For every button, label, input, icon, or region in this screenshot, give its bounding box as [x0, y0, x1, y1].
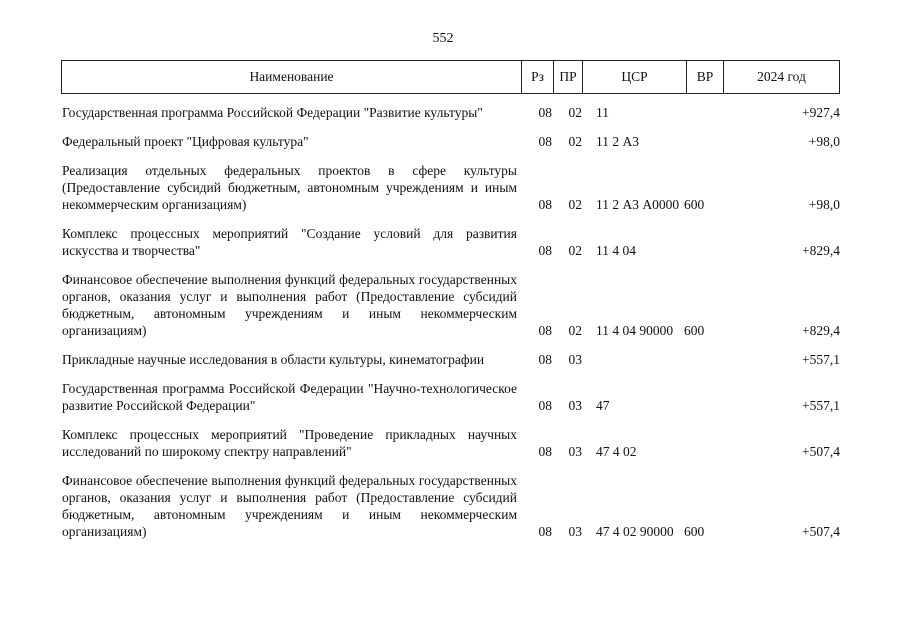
table-row	[62, 133, 840, 150]
table-body	[62, 104, 840, 552]
table-row	[62, 162, 840, 213]
table-row	[62, 351, 840, 368]
row-name: Финансовое обеспечение выполнения функций федеральных государственных органов, оказания услуг и выполнения работ (Предоставление субсидий бюджетным, автономным учреждениям и иным некоммерческим организациям)	[62, 473, 517, 539]
row-amount: +557,1	[802, 398, 840, 413]
row-amount: +98,0	[808, 134, 840, 149]
table-row	[62, 225, 840, 259]
row-csr: 11 4 04	[596, 243, 636, 258]
row-vr: 600	[684, 197, 705, 212]
row-name: Комплекс процессных мероприятий "Проведение прикладных научных исследований по широкому спектру направлений"	[62, 427, 517, 459]
row-pr: 02	[568, 197, 582, 212]
table-row	[62, 271, 840, 339]
row-pr: 02	[568, 243, 582, 258]
row-rz: 08	[538, 352, 552, 367]
row-csr: 11 2 А3 А0000	[596, 197, 680, 212]
row-pr: 03	[568, 352, 582, 367]
row-rz: 08	[538, 444, 552, 459]
row-name: Финансовое обеспечение выполнения функций федеральных государственных органов, оказания услуг и выполнения работ (Предоставление субсидий бюджетным, автономным учреждениям и иным некоммерческим организациям)	[62, 272, 517, 338]
row-pr: 02	[568, 105, 582, 120]
row-csr: 47 4 02 90000	[596, 524, 674, 539]
row-amount: +507,4	[802, 524, 840, 539]
table-row	[62, 104, 840, 121]
row-csr: 11 2 А3	[596, 134, 639, 149]
row-amount: +829,4	[802, 323, 840, 338]
row-rz: 08	[538, 134, 552, 149]
row-amount: +507,4	[802, 444, 840, 459]
row-name: Федеральный проект "Цифровая культура"	[62, 134, 309, 149]
row-name: Государственная программа Российской Федерации "Развитие культуры"	[62, 105, 483, 120]
header-pr: ПР	[554, 61, 583, 93]
row-pr: 03	[568, 524, 582, 539]
row-rz: 08	[538, 105, 552, 120]
row-name: Прикладные научные исследования в области культуры, кинематографии	[62, 352, 485, 367]
row-vr: 600	[684, 323, 705, 338]
page-number: 552	[432, 31, 454, 46]
row-csr: 11 4 04 90000	[596, 323, 674, 338]
row-pr: 03	[568, 444, 582, 459]
row-name: Комплекс процессных мероприятий "Создание условий для развития искусства и творчества"	[62, 226, 517, 258]
row-name: Государственная программа Российской Федерации "Научно-технологическое развитие Российской Федерации"	[62, 381, 517, 413]
table-header	[61, 60, 840, 94]
row-rz: 08	[538, 243, 552, 258]
table-row	[62, 380, 840, 414]
header-rz: Рз	[522, 61, 554, 93]
header-csr: ЦСР	[583, 61, 687, 93]
row-pr: 02	[568, 323, 582, 338]
row-rz: 08	[538, 323, 552, 338]
table-row	[62, 472, 840, 540]
row-csr: 11	[596, 105, 609, 120]
row-amount: +927,4	[802, 105, 840, 120]
row-rz: 08	[538, 524, 552, 539]
row-csr: 47	[596, 398, 610, 413]
table-row	[62, 426, 840, 460]
row-rz: 08	[538, 197, 552, 212]
row-csr: 47 4 02	[596, 444, 637, 459]
row-pr: 03	[568, 398, 582, 413]
row-amount: +557,1	[802, 352, 840, 367]
row-pr: 02	[568, 134, 582, 149]
row-name: Реализация отдельных федеральных проектов в сфере культуры (Предоставление субсидий бюджетным, автономным учреждениям и иным некоммерческим организациям)	[62, 163, 517, 212]
header-year: 2024 год	[757, 69, 806, 84]
row-rz: 08	[538, 398, 552, 413]
header-name: Наименование	[62, 61, 522, 93]
header-vr: ВР	[687, 61, 724, 93]
row-amount: +829,4	[802, 243, 840, 258]
row-vr: 600	[684, 524, 705, 539]
row-amount: +98,0	[808, 197, 840, 212]
